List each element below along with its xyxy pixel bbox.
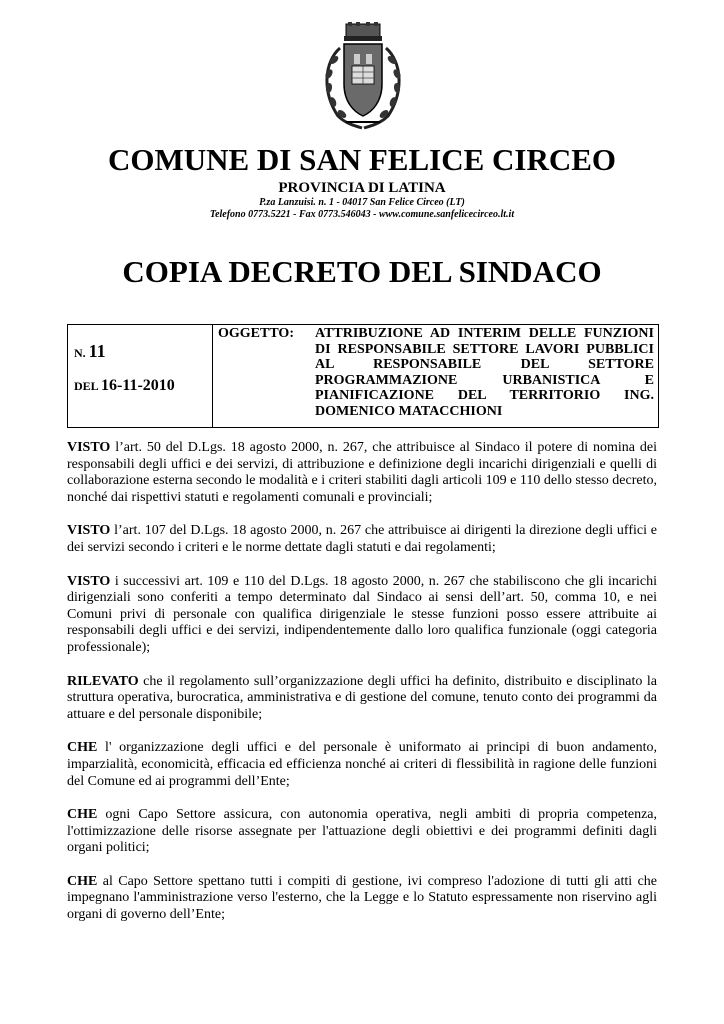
paragraph-lead: VISTO bbox=[67, 523, 111, 539]
paragraph-text: che il regolamento sull’organizzazione degli uffici ha definito, distribuito e disciplinato la struttura operativa, burocratica, amministrativa e di gestione del comune, tenuto conto dei programmi da attuare e del personale disponibile; bbox=[67, 673, 657, 722]
address-line: P.za Lanzuisi. n. 1 - 04017 San Felice Circeo (LT) bbox=[259, 197, 465, 208]
paragraph-lead: RILEVATO bbox=[67, 673, 139, 689]
date-label: DEL bbox=[74, 379, 99, 393]
subject-label: OGGETTO: bbox=[218, 326, 294, 341]
paragraph-text: l’art. 107 del D.Lgs. 18 agosto 2000, n. 267 che attribuisce ai dirigenti la direzione degli uffici e dei servizi secondo i criteri e le norme dettate dagli statuti e dai regolamenti; bbox=[67, 523, 657, 555]
decree-number bbox=[74, 341, 106, 362]
province-name: PROVINCIA DI LATINA bbox=[278, 180, 446, 196]
municipality-name: COMUNE DI SAN FELICE CIRCEO bbox=[107, 142, 617, 177]
paragraph-lead: VISTO bbox=[67, 440, 111, 455]
box-divider bbox=[212, 325, 213, 427]
decree-date bbox=[74, 377, 175, 395]
paragraph-lead: CHE bbox=[67, 740, 98, 756]
document-title: COPIA DECRETO DEL SINDACO bbox=[122, 254, 602, 289]
paragraph-text: ogni Capo Settore assicura, con autonomia operativa, negli ambiti di propria competenza, l'ottimizzazione delle risorse assegnate per l'attuazione degli obiettivi e dei programmi definiti dagli organi politici; bbox=[67, 807, 657, 856]
decree-info-box bbox=[67, 324, 659, 428]
number-label: N. bbox=[74, 346, 86, 360]
decree-body bbox=[67, 440, 657, 941]
paragraph bbox=[67, 874, 657, 924]
paragraph bbox=[67, 740, 657, 790]
date-value: 16-11-2010 bbox=[101, 377, 175, 394]
paragraph-lead: CHE bbox=[67, 807, 98, 823]
paragraph bbox=[67, 523, 657, 556]
paragraph bbox=[67, 674, 657, 724]
paragraph bbox=[67, 807, 657, 857]
coat-of-arms-icon bbox=[316, 22, 410, 132]
paragraph-lead: CHE bbox=[67, 873, 98, 889]
paragraph-text: l' organizzazione degli uffici e del personale è uniformato ai principi di buon andamento, imparzialità, economicità, efficacia ed efficienza nonché ai criteri di flessibilità in ragione delle funzioni del Comune ed ai programmi dell’Ente; bbox=[67, 740, 657, 789]
paragraph-lead: VISTO bbox=[67, 573, 111, 589]
paragraph-text: i successivi art. 109 e 110 del D.Lgs. 18 agosto 2000, n. 267 che stabiliscono che gli incarichi dirigenziali sono conferiti a tempo determinato dal Sindaco ai sensi dell’art. 50, comma 10, e nei Comuni privi di personale con qualifica dirigenziale le stesse funzioni posso essere attribuite ai responsabili degli uffici e dei servizi, indipendentemente dallo loro qualifica funzionale (oggi categoria professionale); bbox=[67, 573, 657, 655]
paragraph-text: al Capo Settore spettano tutti i compiti di gestione, ivi compreso l'adozione di tutti gli atti che impegnano l'amministrazione verso l'esterno, che la Legge e lo Statuto espressamente non riservino agli organi di governo dell’Ente; bbox=[67, 873, 657, 923]
number-value: 11 bbox=[88, 341, 106, 361]
contact-line: Telefono 0773.5221 - Fax 0773.546043 - www.comune.sanfelicecirceo.lt.it bbox=[209, 209, 515, 220]
subject-text: ATTRIBUZIONE AD INTERIM DELLE FUNZIONI DI RESPONSABILE SETTORE LAVORI PUBBLICI AL RESPONSABILE DEL SETTORE PROGRAMMAZIONE URBANISTICA E PIANIFICAZIONE DEL TERRITORIO ING. DOMENICO MATACCHIONI bbox=[315, 326, 654, 419]
paragraph bbox=[67, 440, 657, 506]
paragraph bbox=[67, 574, 657, 657]
paragraph-text: l’art. 50 del D.Lgs. 18 agosto 2000, n. 267, che attribuisce al Sindaco il potere di nomina dei responsabili degli uffici e dei servizi, di attribuzione e definizione degli incarichi dirigenziali e quelli di collaborazione esterna secondo le modalità e i criteri stabiliti dagli articoli 109 e 110 dello stesso decreto, nonché dai rispettivi statuti e regolamenti comunali e provinciali; bbox=[67, 440, 658, 505]
